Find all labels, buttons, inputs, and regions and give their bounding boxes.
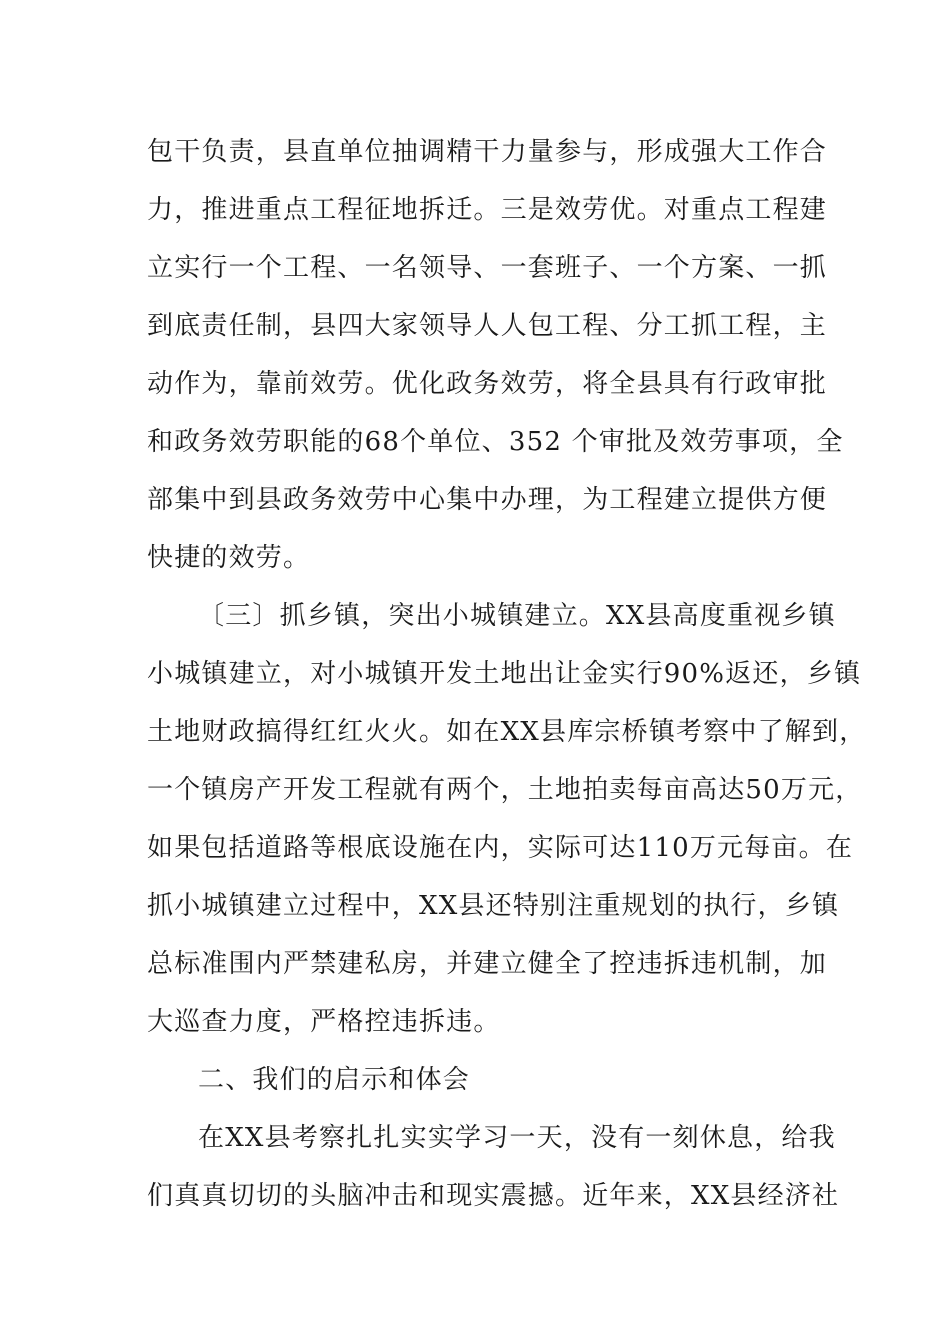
paragraph-line: 们真真切切的头脑冲击和现实震撼。近年来，XX县经济社 — [147, 1181, 840, 1211]
paragraph-line: 快捷的效劳。 — [147, 543, 311, 573]
paragraph-line: 包干负责，县直单位抽调精干力量参与，形成强大工作合 — [147, 137, 828, 167]
paragraph-line: 如果包括道路等根底设施在内，实际可达110万元每亩。在 — [147, 833, 854, 863]
paragraph-line: 力，推进重点工程征地拆迁。三是效劳优。对重点工程建 — [147, 195, 828, 225]
paragraph-line: 一个镇房产开发工程就有两个，土地拍卖每亩高达50万元， — [147, 775, 863, 805]
paragraph-line: 立实行一个工程、一名领导、一套班子、一个方案、一抓 — [147, 253, 828, 283]
paragraph-line: 到底责任制，县四大家领导人人包工程、分工抓工程，主 — [147, 311, 828, 341]
section-heading: 二、我们的启示和体会 — [198, 1065, 471, 1095]
paragraph-line: 动作为，靠前效劳。优化政务效劳，将全县具有行政审批 — [147, 369, 828, 399]
paragraph-line: 土地财政搞得红红火火。如在XX县库宗桥镇考察中了解到， — [147, 717, 867, 747]
paragraph-line: 总标准围内严禁建私房，并建立健全了控违拆违机制，加 — [147, 949, 828, 979]
paragraph-line: 部集中到县政务效劳中心集中办理，为工程建立提供方便 — [147, 485, 828, 515]
section-heading-line: 〔三〕抓乡镇，突出小城镇建立。XX县高度重视乡镇 — [198, 601, 836, 631]
paragraph-line: 抓小城镇建立过程中，XX县还特别注重规划的执行，乡镇 — [147, 891, 840, 921]
paragraph-line: 大巡查力度，严格控违拆违。 — [147, 1007, 501, 1037]
paragraph-line: 小城镇建立，对小城镇开发土地出让金实行90%返还，乡镇 — [147, 659, 862, 689]
paragraph-line: 在XX县考察扎扎实实学习一天，没有一刻休息，给我 — [198, 1123, 836, 1153]
paragraph-line: 和政务效劳职能的68个单位、352 个审批及效劳事项，全 — [147, 427, 844, 457]
